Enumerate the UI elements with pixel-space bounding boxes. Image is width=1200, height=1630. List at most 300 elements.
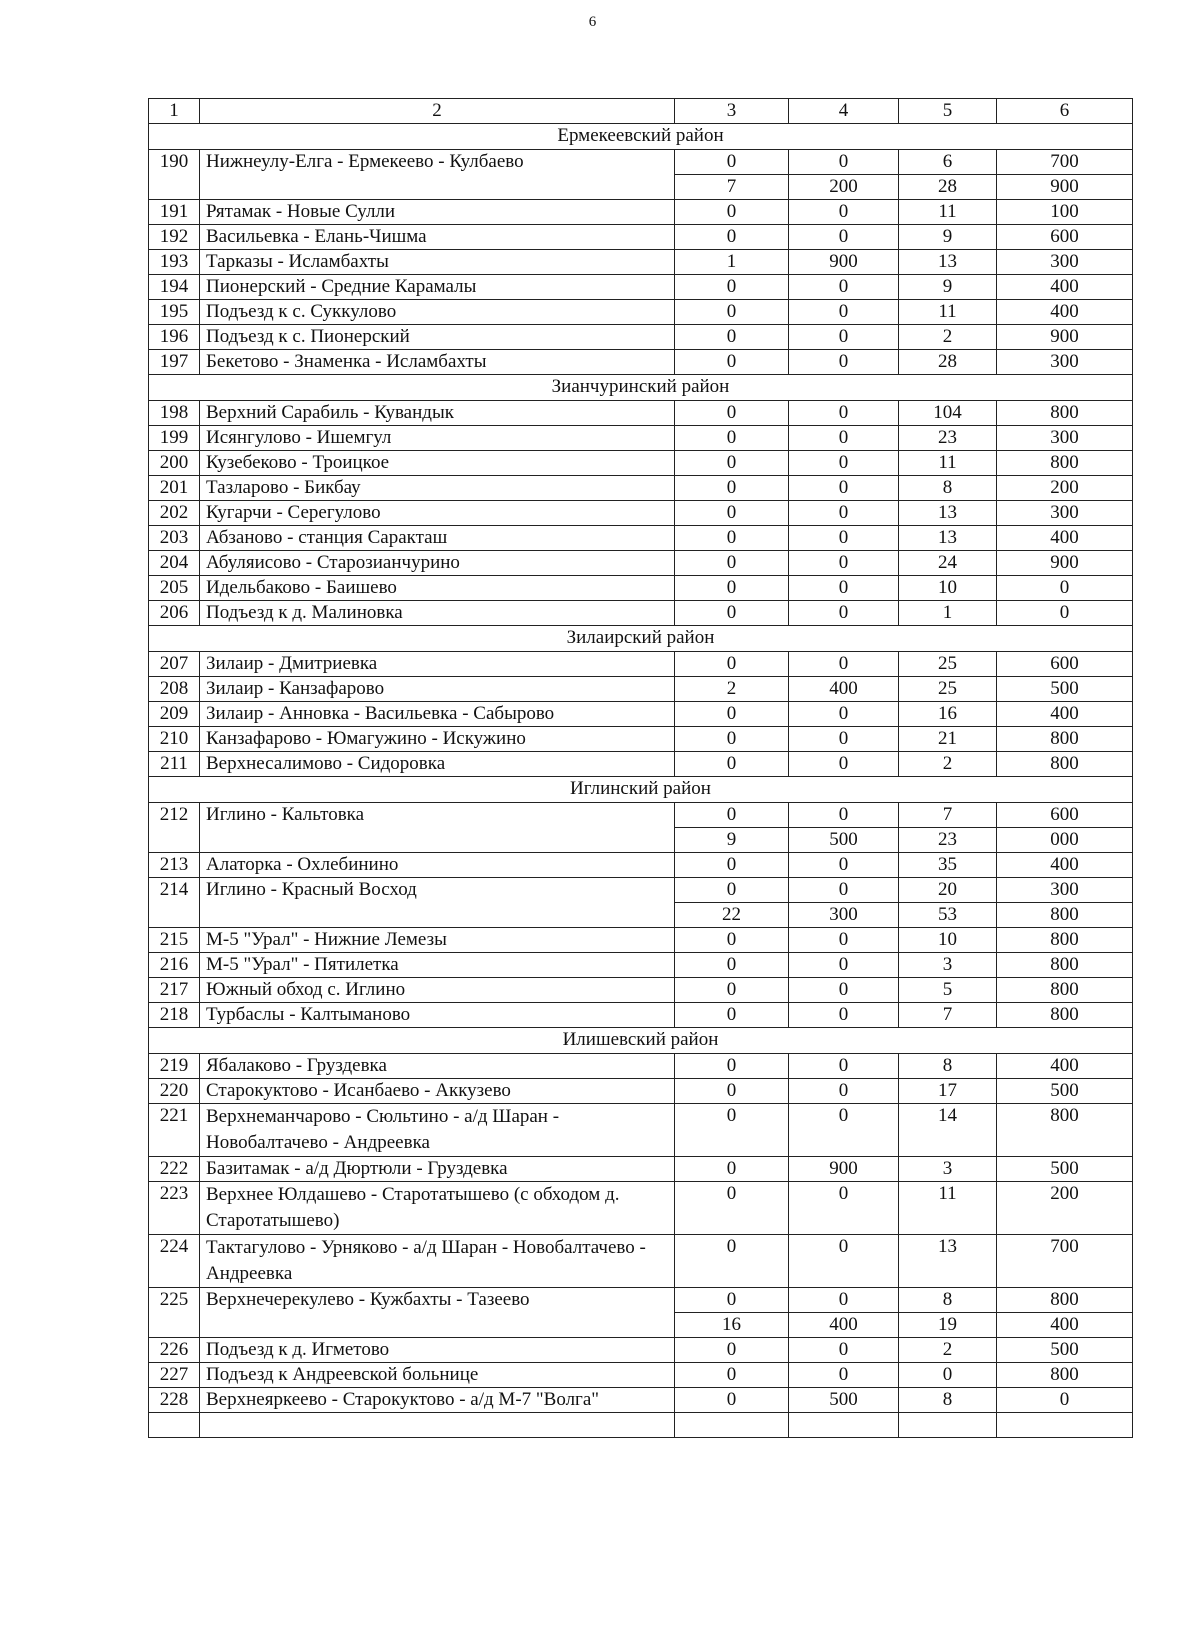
value-cell-col4: 0 (789, 1104, 899, 1157)
road-name: Подъезд к Андреевской больнице (200, 1363, 675, 1388)
road-name: Тазларово - Бикбау (200, 476, 675, 501)
table-row (149, 878, 1133, 903)
value-cell-col6: 500 (997, 677, 1133, 702)
value-cell-col6: 800 (997, 928, 1133, 953)
value-cell-col4: 0 (789, 727, 899, 752)
road-number: 199 (149, 426, 200, 451)
value-cell-col5: 25 (899, 677, 997, 702)
value-cell-col4: 900 (789, 250, 899, 275)
value-cell-col5: 11 (899, 1182, 997, 1235)
value-cell-col5: 1 (899, 601, 997, 626)
column-header: 4 (789, 99, 899, 124)
value-cell-col5: 24 (899, 551, 997, 576)
value-cell-col6: 600 (997, 803, 1133, 828)
value-cell-col6: 400 (997, 702, 1133, 727)
value-cell-col5: 53 (899, 903, 997, 928)
column-header: 1 (149, 99, 200, 124)
value-cell-col3: 0 (675, 1363, 789, 1388)
district-name: Иглинский район (149, 777, 1133, 803)
road-name: Подъезд к д. Малиновка (200, 601, 675, 626)
value-cell-col3: 0 (675, 1388, 789, 1413)
road-name: М-5 "Урал" - Пятилетка (200, 953, 675, 978)
value-cell-col5: 13 (899, 501, 997, 526)
road-number: 196 (149, 325, 200, 350)
value-cell-col3: 22 (675, 903, 789, 928)
value-cell-col4: 0 (789, 1054, 899, 1079)
table-row (149, 1003, 1133, 1028)
road-number: 202 (149, 501, 200, 526)
road-name: Зилаир - Дмитриевка (200, 652, 675, 677)
value-cell-col3: 0 (675, 702, 789, 727)
value-cell-col6: 500 (997, 1157, 1133, 1182)
value-cell-col4: 0 (789, 501, 899, 526)
empty-cell (899, 1413, 997, 1438)
road-number: 209 (149, 702, 200, 727)
value-cell-col6: 100 (997, 200, 1133, 225)
value-cell-col6: 400 (997, 275, 1133, 300)
road-number: 228 (149, 1388, 200, 1413)
value-cell-col3: 0 (675, 601, 789, 626)
value-cell-col3: 0 (675, 803, 789, 828)
value-cell-col3: 0 (675, 275, 789, 300)
value-cell-col6: 800 (997, 451, 1133, 476)
empty-cell (675, 1413, 789, 1438)
value-cell-col5: 23 (899, 426, 997, 451)
value-cell-col6: 900 (997, 325, 1133, 350)
road-name: Зилаир - Анновка - Васильевка - Сабырово (200, 702, 675, 727)
road-name: Алаторка - Охлебинино (200, 853, 675, 878)
road-name: Верхнеманчарово - Сюльтино - а/д Шаран - Новобалтачево - Андреевка (200, 1104, 675, 1157)
value-cell-col6: 400 (997, 1054, 1133, 1079)
value-cell-col4: 0 (789, 978, 899, 1003)
value-cell-col6: 800 (997, 727, 1133, 752)
value-cell-col4: 0 (789, 878, 899, 903)
road-number: 193 (149, 250, 200, 275)
road-name: М-5 "Урал" - Нижние Лемезы (200, 928, 675, 953)
table-row (149, 350, 1133, 375)
value-cell-col6: 800 (997, 978, 1133, 1003)
value-cell-col6: 500 (997, 1079, 1133, 1104)
road-name: Зилаир - Канзафарово (200, 677, 675, 702)
value-cell-col5: 14 (899, 1104, 997, 1157)
district-row (149, 626, 1133, 652)
value-cell-col6: 0 (997, 1388, 1133, 1413)
road-number: 197 (149, 350, 200, 375)
value-cell-col5: 8 (899, 1388, 997, 1413)
road-name: Тактагулово - Урняково - а/д Шаран - Новобалтачево - Андреевка (200, 1235, 675, 1288)
value-cell-col6: 600 (997, 225, 1133, 250)
road-name: Кузебеково - Троицкое (200, 451, 675, 476)
value-cell-col3: 0 (675, 878, 789, 903)
value-cell-col6: 300 (997, 501, 1133, 526)
value-cell-col6: 800 (997, 752, 1133, 777)
value-cell-col5: 8 (899, 1288, 997, 1313)
table-row (149, 727, 1133, 752)
value-cell-col4: 0 (789, 1288, 899, 1313)
value-cell-col4: 0 (789, 928, 899, 953)
value-cell-col4: 0 (789, 1003, 899, 1028)
table-row (149, 1338, 1133, 1363)
district-row (149, 375, 1133, 401)
value-cell-col4: 0 (789, 200, 899, 225)
road-name: Тарказы - Исламбахты (200, 250, 675, 275)
road-number: 216 (149, 953, 200, 978)
value-cell-col5: 3 (899, 1157, 997, 1182)
table-row (149, 551, 1133, 576)
value-cell-col4: 0 (789, 551, 899, 576)
road-number: 191 (149, 200, 200, 225)
table-row (149, 1363, 1133, 1388)
table-row (149, 476, 1133, 501)
table-row (149, 426, 1133, 451)
value-cell-col4: 400 (789, 677, 899, 702)
road-number: 212 (149, 803, 200, 853)
value-cell-col3: 0 (675, 652, 789, 677)
road-name: Нижнеулу-Елга - Ермекеево - Кулбаево (200, 150, 675, 200)
value-cell-col4: 0 (789, 1338, 899, 1363)
table-row (149, 978, 1133, 1003)
road-name: Ябалаково - Груздевка (200, 1054, 675, 1079)
value-cell-col6: 300 (997, 250, 1133, 275)
value-cell-col6: 800 (997, 903, 1133, 928)
value-cell-col5: 9 (899, 225, 997, 250)
value-cell-col5: 20 (899, 878, 997, 903)
road-number: 205 (149, 576, 200, 601)
table-row (149, 150, 1133, 175)
value-cell-col6: 700 (997, 150, 1133, 175)
road-number: 215 (149, 928, 200, 953)
road-name: Идельбаково - Баишево (200, 576, 675, 601)
value-cell-col4: 0 (789, 1182, 899, 1235)
value-cell-col4: 0 (789, 350, 899, 375)
road-name: Васильевка - Елань-Чишма (200, 225, 675, 250)
road-name: Канзафарово - Юмагужино - Искужино (200, 727, 675, 752)
value-cell-col3: 0 (675, 225, 789, 250)
road-name: Бекетово - Знаменка - Исламбахты (200, 350, 675, 375)
value-cell-col6: 000 (997, 828, 1133, 853)
value-cell-col4: 0 (789, 401, 899, 426)
value-cell-col5: 2 (899, 1338, 997, 1363)
column-header: 3 (675, 99, 789, 124)
value-cell-col4: 0 (789, 300, 899, 325)
table-row (149, 200, 1133, 225)
road-number: 200 (149, 451, 200, 476)
value-cell-col5: 9 (899, 275, 997, 300)
district-name: Зилаирский район (149, 626, 1133, 652)
value-cell-col5: 8 (899, 1054, 997, 1079)
value-cell-col4: 0 (789, 853, 899, 878)
roads-table (148, 98, 1133, 1438)
road-number: 206 (149, 601, 200, 626)
table-row (149, 677, 1133, 702)
value-cell-col5: 5 (899, 978, 997, 1003)
value-cell-col4: 0 (789, 426, 899, 451)
value-cell-col5: 6 (899, 150, 997, 175)
value-cell-col3: 0 (675, 1079, 789, 1104)
value-cell-col5: 11 (899, 200, 997, 225)
value-cell-col3: 7 (675, 175, 789, 200)
value-cell-col6: 300 (997, 878, 1133, 903)
road-number: 226 (149, 1338, 200, 1363)
road-number: 201 (149, 476, 200, 501)
value-cell-col3: 0 (675, 752, 789, 777)
page-number: 6 (588, 14, 597, 30)
value-cell-col3: 0 (675, 1104, 789, 1157)
road-number: 220 (149, 1079, 200, 1104)
value-cell-col6: 200 (997, 476, 1133, 501)
road-number: 227 (149, 1363, 200, 1388)
road-number: 195 (149, 300, 200, 325)
value-cell-col3: 16 (675, 1313, 789, 1338)
table-row (149, 576, 1133, 601)
road-name: Рятамак - Новые Сулли (200, 200, 675, 225)
value-cell-col3: 0 (675, 953, 789, 978)
road-name: Кугарчи - Серегулово (200, 501, 675, 526)
road-name: Турбаслы - Калтыманово (200, 1003, 675, 1028)
road-name: Исянгулово - Ишемгул (200, 426, 675, 451)
road-number: 222 (149, 1157, 200, 1182)
value-cell-col6: 300 (997, 350, 1133, 375)
district-name: Илишевский район (149, 1028, 1133, 1054)
road-number: 225 (149, 1288, 200, 1338)
value-cell-col4: 0 (789, 1079, 899, 1104)
value-cell-col4: 0 (789, 652, 899, 677)
value-cell-col4: 0 (789, 1363, 899, 1388)
value-cell-col6: 0 (997, 601, 1133, 626)
value-cell-col6: 400 (997, 300, 1133, 325)
table-row (149, 325, 1133, 350)
road-name: Верхний Сарабиль - Кувандык (200, 401, 675, 426)
value-cell-col6: 800 (997, 1363, 1133, 1388)
table-row (149, 501, 1133, 526)
value-cell-col4: 0 (789, 325, 899, 350)
value-cell-col5: 10 (899, 928, 997, 953)
table-row-tail (149, 1413, 1133, 1438)
value-cell-col3: 0 (675, 350, 789, 375)
value-cell-col3: 0 (675, 426, 789, 451)
value-cell-col5: 35 (899, 853, 997, 878)
value-cell-col3: 0 (675, 501, 789, 526)
empty-cell (149, 1413, 200, 1438)
value-cell-col4: 200 (789, 175, 899, 200)
table-row (149, 1079, 1133, 1104)
value-cell-col3: 0 (675, 1003, 789, 1028)
value-cell-col3: 0 (675, 853, 789, 878)
table-row (149, 225, 1133, 250)
table-row (149, 401, 1133, 426)
value-cell-col3: 2 (675, 677, 789, 702)
value-cell-col3: 0 (675, 576, 789, 601)
value-cell-col4: 0 (789, 576, 899, 601)
value-cell-col4: 0 (789, 150, 899, 175)
road-number: 221 (149, 1104, 200, 1157)
table-row (149, 300, 1133, 325)
value-cell-col4: 500 (789, 828, 899, 853)
value-cell-col5: 7 (899, 803, 997, 828)
value-cell-col6: 800 (997, 953, 1133, 978)
road-name: Базитамак - а/д Дюртюли - Груздевка (200, 1157, 675, 1182)
value-cell-col5: 25 (899, 652, 997, 677)
value-cell-col4: 0 (789, 752, 899, 777)
value-cell-col5: 0 (899, 1363, 997, 1388)
value-cell-col5: 3 (899, 953, 997, 978)
table-row (149, 652, 1133, 677)
value-cell-col3: 0 (675, 1157, 789, 1182)
table-row (149, 1182, 1133, 1235)
table-row (149, 526, 1133, 551)
value-cell-col5: 13 (899, 526, 997, 551)
district-row (149, 1028, 1133, 1054)
value-cell-col5: 11 (899, 451, 997, 476)
value-cell-col6: 400 (997, 1313, 1133, 1338)
value-cell-col3: 0 (675, 978, 789, 1003)
value-cell-col5: 10 (899, 576, 997, 601)
column-header: 5 (899, 99, 997, 124)
value-cell-col3: 0 (675, 551, 789, 576)
value-cell-col5: 2 (899, 752, 997, 777)
value-cell-col3: 0 (675, 401, 789, 426)
value-cell-col3: 0 (675, 727, 789, 752)
value-cell-col3: 0 (675, 1288, 789, 1313)
value-cell-col4: 0 (789, 451, 899, 476)
empty-cell (200, 1413, 675, 1438)
value-cell-col4: 300 (789, 903, 899, 928)
road-number: 208 (149, 677, 200, 702)
column-header: 6 (997, 99, 1133, 124)
value-cell-col4: 500 (789, 1388, 899, 1413)
district-name: Зианчуринский район (149, 375, 1133, 401)
table-row (149, 853, 1133, 878)
table-row (149, 928, 1133, 953)
value-cell-col5: 104 (899, 401, 997, 426)
value-cell-col4: 0 (789, 702, 899, 727)
value-cell-col6: 900 (997, 175, 1133, 200)
road-name: Иглино - Красный Восход (200, 878, 675, 928)
value-cell-col5: 17 (899, 1079, 997, 1104)
table-row (149, 702, 1133, 727)
value-cell-col6: 900 (997, 551, 1133, 576)
table-row (149, 1157, 1133, 1182)
value-cell-col5: 11 (899, 300, 997, 325)
value-cell-col4: 0 (789, 601, 899, 626)
road-number: 217 (149, 978, 200, 1003)
table-body (149, 99, 1133, 1438)
value-cell-col4: 0 (789, 953, 899, 978)
road-number: 198 (149, 401, 200, 426)
value-cell-col3: 0 (675, 325, 789, 350)
road-number: 190 (149, 150, 200, 200)
road-number: 207 (149, 652, 200, 677)
table-row (149, 752, 1133, 777)
road-name: Пионерский - Средние Карамалы (200, 275, 675, 300)
value-cell-col6: 800 (997, 1288, 1133, 1313)
value-cell-col3: 0 (675, 1182, 789, 1235)
value-cell-col3: 0 (675, 526, 789, 551)
road-name: Верхнеяркеево - Старокуктово - а/д М-7 "Волга" (200, 1388, 675, 1413)
value-cell-col5: 28 (899, 350, 997, 375)
value-cell-col5: 7 (899, 1003, 997, 1028)
road-number: 218 (149, 1003, 200, 1028)
value-cell-col4: 900 (789, 1157, 899, 1182)
road-number: 211 (149, 752, 200, 777)
value-cell-col5: 13 (899, 250, 997, 275)
road-name: Подъезд к с. Суккулово (200, 300, 675, 325)
table-row (149, 601, 1133, 626)
table-row (149, 451, 1133, 476)
value-cell-col6: 800 (997, 1104, 1133, 1157)
value-cell-col6: 800 (997, 401, 1133, 426)
value-cell-col6: 400 (997, 526, 1133, 551)
value-cell-col3: 0 (675, 300, 789, 325)
road-number: 223 (149, 1182, 200, 1235)
value-cell-col6: 500 (997, 1338, 1133, 1363)
value-cell-col6: 400 (997, 853, 1133, 878)
road-name: Верхнечерекулево - Кужбахты - Тазеево (200, 1288, 675, 1338)
value-cell-col4: 400 (789, 1313, 899, 1338)
road-number: 219 (149, 1054, 200, 1079)
table-row (149, 1235, 1133, 1288)
road-number: 224 (149, 1235, 200, 1288)
table-row (149, 1388, 1133, 1413)
road-name: Подъезд к с. Пионерский (200, 325, 675, 350)
value-cell-col5: 23 (899, 828, 997, 853)
road-name: Верхнесалимово - Сидоровка (200, 752, 675, 777)
value-cell-col5: 8 (899, 476, 997, 501)
value-cell-col3: 0 (675, 150, 789, 175)
road-number: 203 (149, 526, 200, 551)
road-number: 192 (149, 225, 200, 250)
district-row (149, 777, 1133, 803)
table-row (149, 250, 1133, 275)
road-name: Абуляисово - Старозианчурино (200, 551, 675, 576)
district-row (149, 124, 1133, 150)
value-cell-col3: 0 (675, 1338, 789, 1363)
value-cell-col6: 800 (997, 1003, 1133, 1028)
road-number: 213 (149, 853, 200, 878)
value-cell-col6: 700 (997, 1235, 1133, 1288)
road-name: Иглино - Кальтовка (200, 803, 675, 853)
road-name: Абзаново - станция Саракташ (200, 526, 675, 551)
road-number: 214 (149, 878, 200, 928)
road-number: 194 (149, 275, 200, 300)
value-cell-col6: 200 (997, 1182, 1133, 1235)
table-row (149, 803, 1133, 828)
empty-cell (997, 1413, 1133, 1438)
value-cell-col6: 300 (997, 426, 1133, 451)
empty-cell (789, 1413, 899, 1438)
road-name: Южный обход с. Иглино (200, 978, 675, 1003)
value-cell-col4: 0 (789, 526, 899, 551)
value-cell-col3: 9 (675, 828, 789, 853)
road-number: 204 (149, 551, 200, 576)
value-cell-col4: 0 (789, 476, 899, 501)
value-cell-col3: 0 (675, 476, 789, 501)
value-cell-col5: 19 (899, 1313, 997, 1338)
district-name: Ермекеевский район (149, 124, 1133, 150)
value-cell-col6: 0 (997, 576, 1133, 601)
value-cell-col3: 0 (675, 451, 789, 476)
table-row (149, 275, 1133, 300)
road-name: Старокуктово - Исанбаево - Аккузево (200, 1079, 675, 1104)
table-row (149, 1054, 1133, 1079)
value-cell-col6: 600 (997, 652, 1133, 677)
value-cell-col4: 0 (789, 225, 899, 250)
road-name: Подъезд к д. Игметово (200, 1338, 675, 1363)
table-row (149, 953, 1133, 978)
value-cell-col5: 2 (899, 325, 997, 350)
table-row (149, 1104, 1133, 1157)
value-cell-col4: 0 (789, 803, 899, 828)
